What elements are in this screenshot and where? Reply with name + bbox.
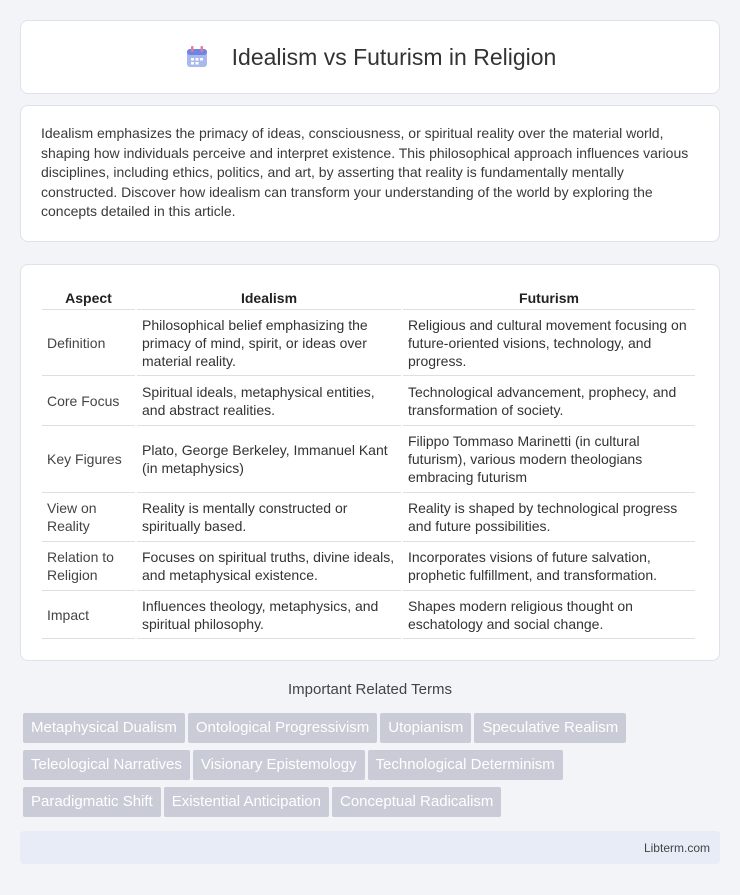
comparison-table-card [20, 264, 720, 661]
table-row [42, 590, 695, 639]
table-row [42, 309, 695, 375]
table-cell: Reality is shaped by technological progress and future possibilities. [403, 492, 695, 541]
table-cell: Philosophical belief emphasizing the primacy of mind, spirit, or ideas over material reality. [137, 309, 401, 375]
table-cell: Religious and cultural movement focusing on future-oriented visions, technology, and progress. [403, 309, 695, 375]
comparison-table [40, 287, 697, 639]
table-cell: Relation to Religion [42, 541, 135, 590]
column-header: Futurism [519, 290, 579, 306]
related-term-tag[interactable]: Existential Anticipation [164, 787, 329, 817]
header-card [20, 20, 720, 94]
related-term-tag[interactable]: Teleological Narratives [23, 750, 190, 780]
table-row [42, 541, 695, 590]
table-cell: Key Figures [42, 425, 135, 492]
table-cell: Incorporates visions of future salvation, prophetic fulfillment, and transformation. [403, 541, 695, 590]
column-header: Idealism [240, 290, 298, 306]
table-cell: Definition [42, 309, 135, 375]
table-cell: Reality is mentally constructed or spiritually based. [137, 492, 401, 541]
related-term-tag[interactable]: Utopianism [380, 713, 471, 743]
related-term-tag[interactable]: Paradigmatic Shift [23, 787, 161, 817]
table-cell: Focuses on spiritual truths, divine ideals, and metaphysical existence. [137, 541, 401, 590]
table-cell: Technological advancement, prophecy, and transformation of society. [403, 375, 695, 425]
table-row [42, 425, 695, 492]
related-terms-title: Important Related Terms [288, 681, 452, 698]
table-cell: Influences theology, metaphysics, and spiritual philosophy. [137, 590, 401, 639]
table-cell: View on Reality [42, 492, 135, 541]
related-terms-list [23, 713, 723, 824]
table-cell: Shapes modern religious thought on eschatology and social change. [403, 590, 695, 639]
table-cell: Plato, George Berkeley, Immanuel Kant (in metaphysics) [137, 425, 401, 492]
related-term-tag[interactable]: Technological Determinism [368, 750, 563, 780]
table-row [42, 492, 695, 541]
table-row [42, 375, 695, 425]
page-title: Idealism vs Futurism in Religion [231, 43, 557, 70]
table-cell: Impact [42, 590, 135, 639]
column-header: Aspect [65, 290, 112, 306]
related-term-tag[interactable]: Metaphysical Dualism [23, 713, 185, 743]
calendar-icon [184, 44, 210, 70]
intro-text: Idealism emphasizes the primacy of ideas, consciousness, or spiritual reality over the material world, shaping how individuals perceive and interpret existence. This philosophical approach influences various disciplines, including ethics, politics, and art, by asserting that reality is fundamentally mentally constructed. Discover how idealism can transform your understanding of the world by exploring the concepts detailed in this article. [41, 125, 689, 219]
footer [20, 831, 720, 864]
related-term-tag[interactable]: Speculative Realism [474, 713, 626, 743]
related-term-tag[interactable]: Conceptual Radicalism [332, 787, 501, 817]
table-cell: Core Focus [42, 375, 135, 425]
intro-card [20, 105, 720, 242]
related-term-tag[interactable]: Ontological Progressivism [188, 713, 377, 743]
footer-site-link[interactable]: Libterm.com [643, 841, 710, 855]
related-term-tag[interactable]: Visionary Epistemology [193, 750, 365, 780]
table-cell: Filippo Tommaso Marinetti (in cultural futurism), various modern theologians embracing futurism [403, 425, 695, 492]
table-cell: Spiritual ideals, metaphysical entities, and abstract realities. [137, 375, 401, 425]
